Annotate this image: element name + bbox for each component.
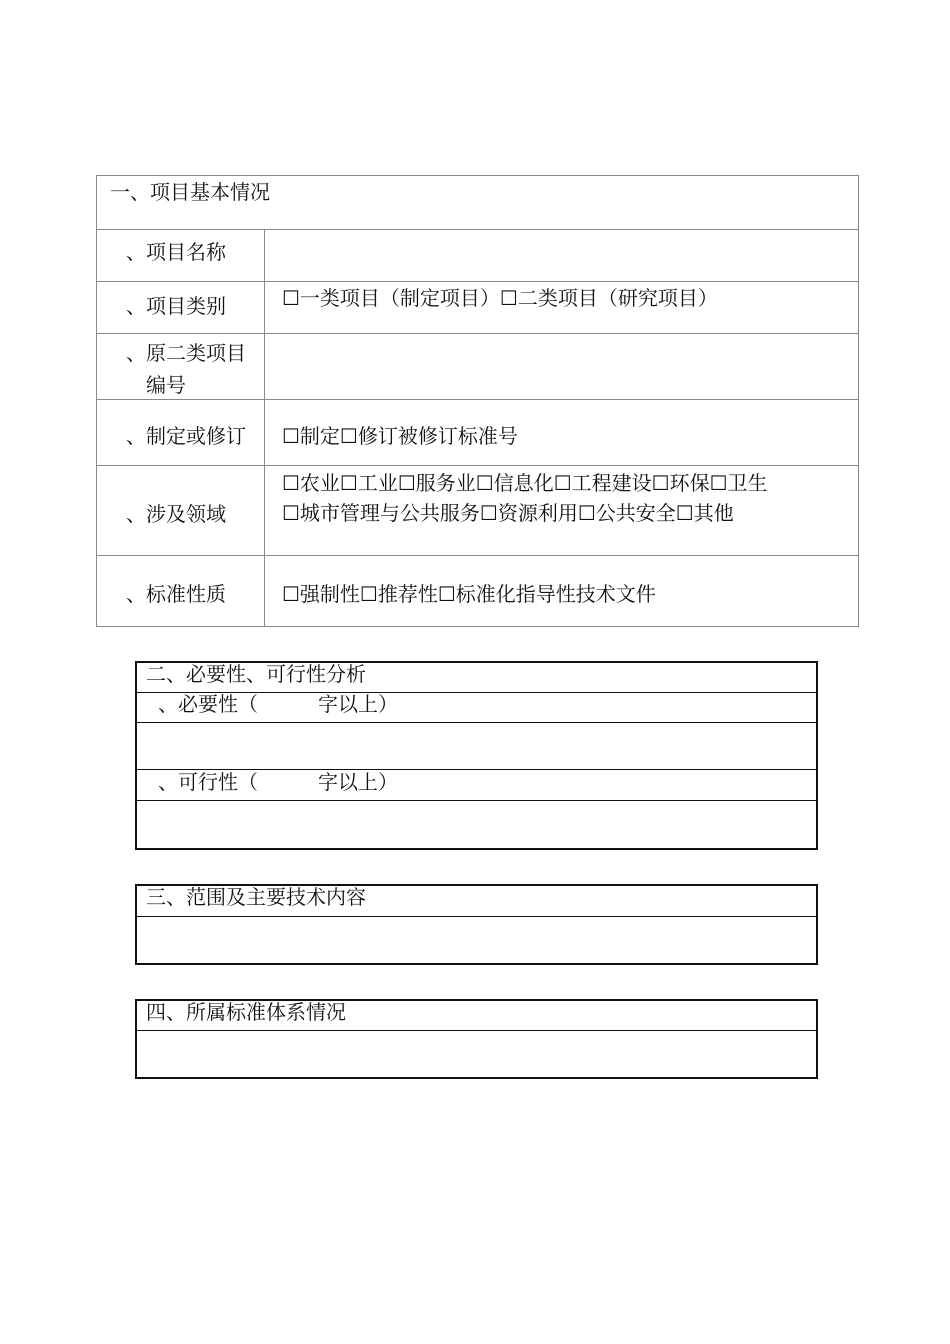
project-name-field[interactable]: [266, 231, 857, 280]
row-divider: [96, 281, 859, 282]
row-divider: [96, 333, 859, 334]
domain-options-line-2[interactable]: ☐城市管理与公共服务☐资源利用☐公共安全☐其他: [282, 501, 734, 525]
row-divider: [135, 916, 818, 917]
row-divider: [96, 465, 859, 466]
section-3-header: 三、范围及主要技术内容: [146, 885, 366, 909]
section-4-header: 四、所属标准体系情况: [146, 1000, 346, 1024]
necessity-field[interactable]: [137, 724, 816, 768]
domain-label: 、涉及领域: [126, 502, 226, 526]
project-category-label: 、项目类别: [126, 294, 226, 318]
standard-system-field[interactable]: [137, 1032, 816, 1077]
column-divider: [264, 229, 265, 627]
row-divider: [135, 800, 818, 801]
row-divider: [135, 1030, 818, 1031]
standard-nature-label: 、标准性质: [126, 582, 226, 606]
original-project-number-label-2: 编号: [146, 373, 186, 397]
section-1-header: 一、项目基本情况: [110, 180, 270, 204]
standard-nature-options[interactable]: ☐强制性☐推荐性☐标准化指导性技术文件: [282, 582, 656, 606]
feasibility-label: 、可行性（ 字以上）: [158, 770, 398, 794]
domain-options-line-1[interactable]: ☐农业☐工业☐服务业☐信息化☐工程建设☐环保☐卫生: [282, 471, 768, 495]
section-2-header: 二、必要性、可行性分析: [146, 662, 366, 686]
row-divider: [96, 399, 859, 400]
project-category-options[interactable]: ☐一类项目（制定项目）☐二类项目（研究项目）: [282, 286, 718, 310]
row-divider: [135, 722, 818, 723]
revision-type-options[interactable]: ☐制定☐修订被修订标准号: [282, 424, 518, 448]
scope-field[interactable]: [137, 918, 816, 963]
project-name-label: 、项目名称: [126, 240, 226, 264]
revision-type-label: 、制定或修订: [126, 424, 246, 448]
row-divider: [96, 229, 859, 230]
row-divider: [96, 555, 859, 556]
feasibility-field[interactable]: [137, 802, 816, 848]
necessity-label: 、必要性（ 字以上）: [158, 692, 398, 716]
original-project-number-label-1: 、原二类项目: [126, 341, 246, 365]
original-project-number-field[interactable]: [266, 335, 857, 398]
